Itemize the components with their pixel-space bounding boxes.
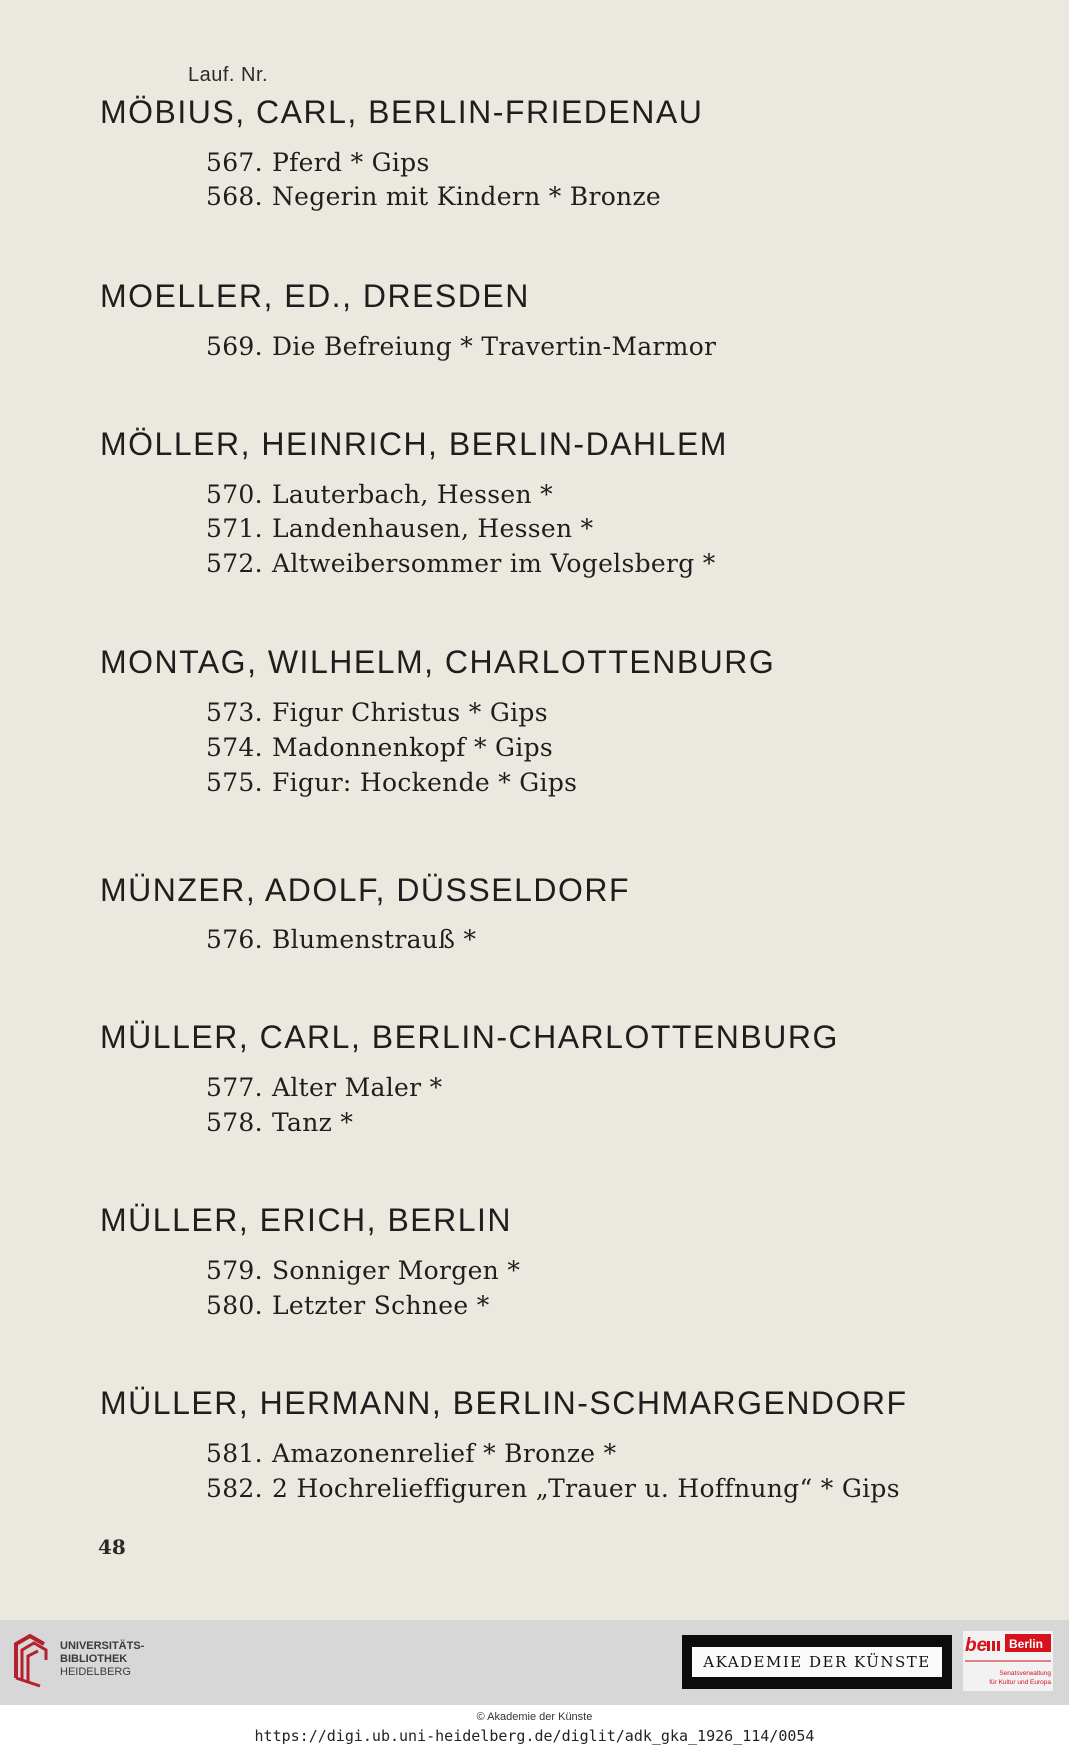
entry-number: 581. <box>206 1439 263 1468</box>
entry-number: 579. <box>206 1256 263 1285</box>
entry-number: 571. <box>206 514 263 543</box>
entry-title: Madonnenkopf * Gips <box>272 733 554 762</box>
artist-heading: MÜLLER, HERMANN, BERLIN-SCHMARGENDORF <box>100 1385 908 1421</box>
entry-number: 578. <box>206 1108 263 1137</box>
catalog-entry <box>206 1256 520 1285</box>
entry-number: 577. <box>206 1073 263 1102</box>
catalog-entry <box>206 514 593 543</box>
akademie-logo-text: AKADEMIE DER KÜNSTE <box>692 1647 942 1677</box>
library-line: UNIVERSITÄTS- <box>60 1640 145 1652</box>
page-number: 48 <box>98 1535 126 1559</box>
berlin-brand-text: Berlin <box>1009 1637 1044 1651</box>
catalog-entry <box>206 1439 616 1468</box>
entry-title: Blumenstrauß * <box>272 925 477 954</box>
entry-title: Altweibersommer im Vogelsberg * <box>272 549 716 578</box>
entry-title: Tanz * <box>272 1108 354 1137</box>
catalog-entry <box>206 549 716 578</box>
entry-number: 574. <box>206 733 263 762</box>
artist-heading: MONTAG, WILHELM, CHARLOTTENBURG <box>100 644 776 680</box>
entry-title: Letzter Schnee * <box>272 1291 490 1320</box>
artist-heading: MÖLLER, HEINRICH, BERLIN-DAHLEM <box>100 426 728 462</box>
library-line: HEIDELBERG <box>60 1666 131 1678</box>
permalink-url[interactable]: https://digi.ub.uni-heidelberg.de/diglit/adk_gka_1926_114/0054 <box>254 1727 815 1745</box>
entry-title: Figur: Hockende * Gips <box>272 768 578 797</box>
entry-title: Amazonenrelief * Bronze * <box>272 1439 617 1468</box>
catalog-entry <box>206 1073 442 1102</box>
copyright-notice: © Akademie der Künste <box>476 1711 593 1723</box>
artist-heading: MÜLLER, CARL, BERLIN-CHARLOTTENBURG <box>100 1019 839 1055</box>
entry-number: 569. <box>206 332 263 361</box>
senat-line: Senatsverwaltung <box>999 1670 1051 1677</box>
university-library-name[interactable] <box>60 1640 144 1679</box>
catalog-entry <box>206 148 430 177</box>
berlin-be-text: be <box>965 1635 988 1656</box>
library-line: BIBLIOTHEK <box>60 1653 128 1665</box>
entry-title: Lauterbach, Hessen * <box>272 480 553 509</box>
catalog-entry <box>206 480 553 509</box>
entry-number: 575. <box>206 768 263 797</box>
artist-heading: MOELLER, ED., DRESDEN <box>100 278 530 314</box>
entry-number: 567. <box>206 148 263 177</box>
entry-title: Negerin mit Kindern * Bronze <box>272 182 662 211</box>
artist-heading: MÜNZER, ADOLF, DÜSSELDORF <box>100 872 631 908</box>
catalog-entry <box>206 1291 490 1320</box>
catalog-entry <box>206 733 553 762</box>
artist-heading: MÖBIUS, CARL, BERLIN-FRIEDENAU <box>100 94 704 130</box>
entry-title: Landenhausen, Hessen * <box>272 514 594 543</box>
artist-heading: MÜLLER, ERICH, BERLIN <box>100 1202 513 1238</box>
entry-number: 572. <box>206 549 263 578</box>
entry-number: 570. <box>206 480 263 509</box>
entry-title: Figur Christus * Gips <box>272 698 548 727</box>
entry-title: Sonniger Morgen * <box>272 1256 521 1285</box>
entry-number: 582. <box>206 1474 263 1503</box>
column-label: Lauf. Nr. <box>188 64 269 86</box>
catalog-entry <box>206 1108 353 1137</box>
catalog-entry <box>206 182 661 211</box>
entry-number: 573. <box>206 698 263 727</box>
berlin-senate-logo-icon[interactable] <box>963 1631 1053 1691</box>
catalog-entry <box>206 1474 900 1503</box>
university-library-logo-icon[interactable] <box>12 1630 54 1690</box>
entry-number: 580. <box>206 1291 263 1320</box>
entry-title: Alter Maler * <box>272 1073 443 1102</box>
catalog-entry <box>206 332 716 361</box>
catalog-entry <box>206 768 577 797</box>
entry-number: 576. <box>206 925 263 954</box>
entry-title: Pferd * Gips <box>272 148 430 177</box>
catalog-entry <box>206 925 476 954</box>
senat-line: für Kultur und Europa <box>989 1679 1051 1686</box>
entry-number: 568. <box>206 182 263 211</box>
catalog-entry <box>206 698 548 727</box>
entry-title: 2 Hochrelieffiguren „Trauer u. Hoffnung“ * Gips <box>272 1474 900 1503</box>
akademie-logo[interactable] <box>682 1635 952 1689</box>
entry-title: Die Befreiung * Travertin-Marmor <box>272 332 717 361</box>
